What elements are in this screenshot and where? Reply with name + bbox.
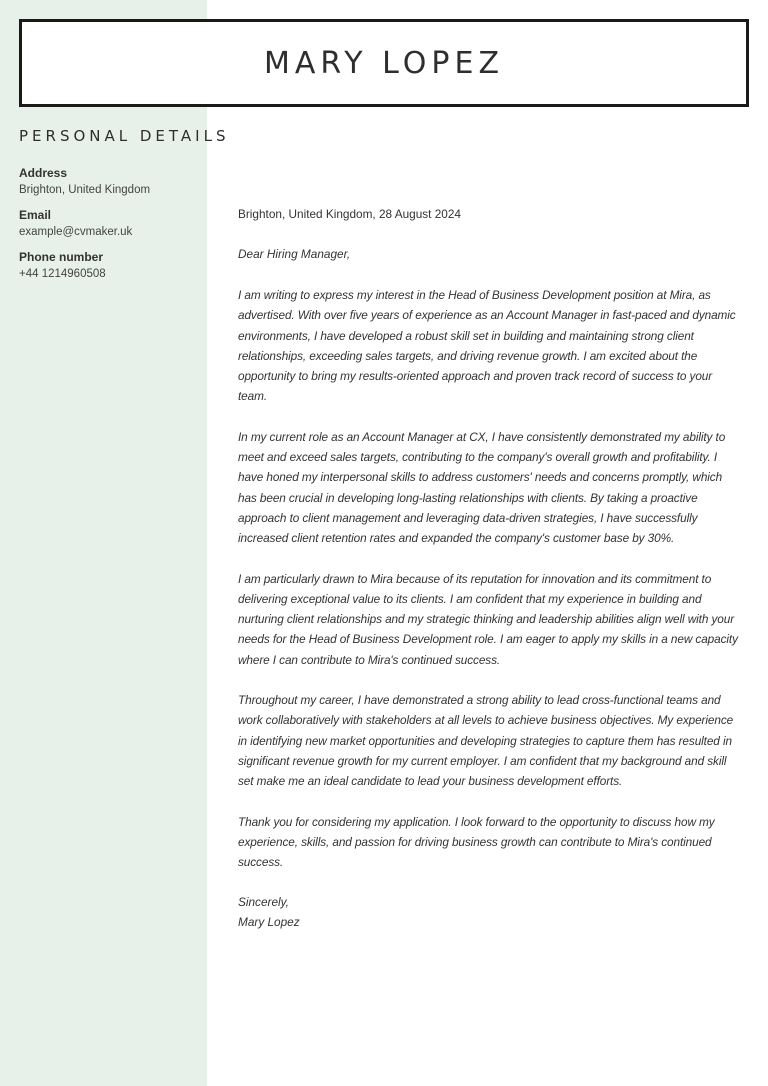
salutation: Dear Hiring Manager, — [238, 247, 351, 261]
address-label: Address — [19, 166, 68, 180]
name-header — [19, 19, 749, 107]
signature: Mary Lopez — [238, 915, 300, 930]
date-line: Brighton, United Kingdom, 28 August 2024 — [238, 207, 461, 221]
sidebar — [0, 0, 207, 1086]
phone-value: +44 1214960508 — [19, 268, 106, 280]
address-block — [19, 165, 150, 199]
email-label: Email — [19, 208, 52, 222]
email-value: example@cvmaker.uk — [19, 226, 133, 238]
applicant-name: MARY LOPEZ — [263, 45, 505, 81]
phone-label: Phone number — [19, 250, 104, 264]
closing: Sincerely, — [238, 895, 289, 910]
letter-paragraph: I am particularly drawn to Mira because of its reputation for innovation and its commitment to delivering exceptional value to its clients. I am confident that my experience in building and nurturing client relationships and my strategic thinking and leadership abilities align well with your needs for the Head of Business Development role. I am eager to apply my skills in a new capacity where I can contribute to Mira's continued success. — [238, 571, 738, 667]
letter-body — [238, 205, 738, 932]
personal-details-heading: PERSONAL DETAILS — [19, 127, 230, 145]
phone-block — [19, 249, 106, 283]
address-value: Brighton, United Kingdom — [19, 184, 151, 196]
letter-paragraph: In my current role as an Account Manager at CX, I have consistently demonstrated my ability to meet and exceed sales targets, contributing to the company's overall growth and profitability. I have honed my interpersonal skills to address customers' needs and concerns promptly, which has been crucial in developing long-lasting relationships with clients. By taking a proactive approach to client management and leveraging data-driven strategies, I have successfully increased client retention rates and expanded the company's customer base by 30%. — [238, 429, 726, 546]
letter-paragraph: Throughout my career, I have demonstrated a strong ability to lead cross-functional teams and work collaboratively with stakeholders at all levels to achieve business objectives. My experience in identifying new market opportunities and developing strategies to capture them has resulted in significant revenue growth for my current employer. I am confident that my background and skill set make me an ideal candidate to lead your business development efforts. — [238, 693, 734, 789]
letter-paragraph: I am writing to express my interest in the Head of Business Development position at Mira, as advertised. With over five years of experience as an Account Manager in fast-paced and dynamic environments, I have developed a robust skill set in building and maintaining strong client relationships, exceeding sales targets, and driving revenue growth. I am excited about the opportunity to bring my results-oriented approach and proven track record of success to your team. — [238, 288, 736, 404]
letter-paragraph: Thank you for considering my application. I look forward to the opportunity to discuss how my experience, skills, and passion for driving business growth can contribute to Mira's continued success. — [238, 814, 715, 870]
email-block — [19, 207, 132, 241]
